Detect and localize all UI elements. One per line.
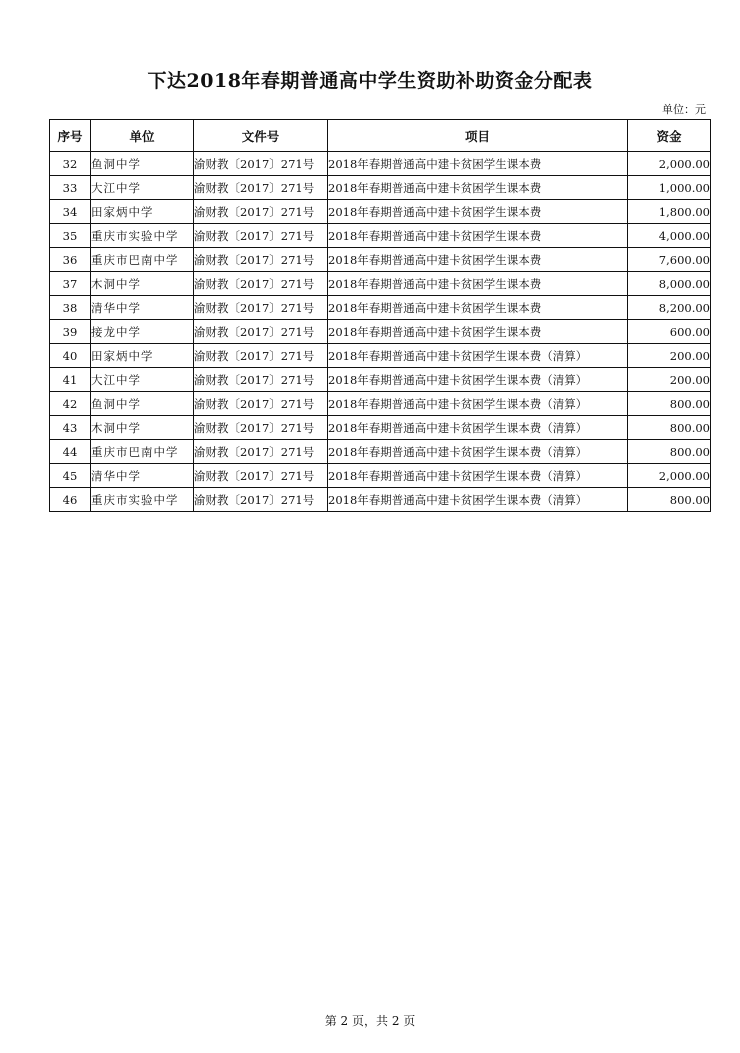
cell-no: 34: [50, 200, 91, 224]
cell-unit: 鱼洞中学: [91, 392, 194, 416]
cell-no: 44: [50, 440, 91, 464]
cell-no: 40: [50, 344, 91, 368]
cell-item: 2018年春期普通高中建卡贫困学生课本费: [328, 224, 628, 248]
cell-item: 2018年春期普通高中建卡贫困学生课本费: [328, 320, 628, 344]
cell-doc: 渝财教〔2017〕271号: [194, 152, 328, 176]
table-row: [50, 344, 711, 368]
cell-doc: 渝财教〔2017〕271号: [194, 440, 328, 464]
cell-unit: 重庆市巴南中学: [91, 248, 194, 272]
table-row: [50, 296, 711, 320]
cell-item: 2018年春期普通高中建卡贫困学生课本费（清算）: [328, 416, 628, 440]
unit-label: 单位：元: [662, 103, 706, 116]
cell-unit: 田家炳中学: [91, 200, 194, 224]
table-row: [50, 152, 711, 176]
cell-doc: 渝财教〔2017〕271号: [194, 320, 328, 344]
cell-amount: 800.00: [628, 440, 711, 464]
cell-no: 46: [50, 488, 91, 512]
table-row: [50, 248, 711, 272]
table-row: [50, 368, 711, 392]
cell-no: 41: [50, 368, 91, 392]
cell-unit: 清华中学: [91, 296, 194, 320]
cell-doc: 渝财教〔2017〕271号: [194, 272, 328, 296]
page-footer: 第 2 页，共 2 页: [324, 1014, 416, 1028]
cell-doc: 渝财教〔2017〕271号: [194, 392, 328, 416]
cell-no: 37: [50, 272, 91, 296]
table-row: [50, 320, 711, 344]
cell-amount: 800.00: [628, 392, 711, 416]
cell-unit: 木洞中学: [91, 272, 194, 296]
cell-no: 33: [50, 176, 91, 200]
cell-amount: 600.00: [628, 320, 711, 344]
table-row: [50, 440, 711, 464]
cell-item: 2018年春期普通高中建卡贫困学生课本费: [328, 272, 628, 296]
cell-item: 2018年春期普通高中建卡贫困学生课本费（清算）: [328, 344, 628, 368]
cell-item: 2018年春期普通高中建卡贫困学生课本费: [328, 152, 628, 176]
cell-unit: 接龙中学: [91, 320, 194, 344]
cell-amount: 800.00: [628, 416, 711, 440]
cell-doc: 渝财教〔2017〕271号: [194, 176, 328, 200]
table-body: [50, 152, 711, 512]
allocation-table: [49, 119, 711, 512]
cell-amount: 200.00: [628, 344, 711, 368]
header-amount: 资金: [628, 120, 711, 152]
cell-unit: 木洞中学: [91, 416, 194, 440]
table-row: [50, 224, 711, 248]
header-no: 序号: [50, 120, 91, 152]
cell-item: 2018年春期普通高中建卡贫困学生课本费: [328, 176, 628, 200]
cell-unit: 重庆市巴南中学: [91, 440, 194, 464]
cell-amount: 8,200.00: [628, 296, 711, 320]
table-row: [50, 464, 711, 488]
table-row: [50, 200, 711, 224]
cell-doc: 渝财教〔2017〕271号: [194, 416, 328, 440]
table-row: [50, 392, 711, 416]
cell-no: 42: [50, 392, 91, 416]
cell-no: 45: [50, 464, 91, 488]
cell-item: 2018年春期普通高中建卡贫困学生课本费（清算）: [328, 440, 628, 464]
cell-unit: 重庆市实验中学: [91, 224, 194, 248]
cell-doc: 渝财教〔2017〕271号: [194, 488, 328, 512]
cell-amount: 1,800.00: [628, 200, 711, 224]
cell-item: 2018年春期普通高中建卡贫困学生课本费: [328, 200, 628, 224]
header-item: 项目: [328, 120, 628, 152]
cell-amount: 2,000.00: [628, 152, 711, 176]
cell-amount: 8,000.00: [628, 272, 711, 296]
cell-unit: 重庆市实验中学: [91, 488, 194, 512]
cell-doc: 渝财教〔2017〕271号: [194, 344, 328, 368]
cell-no: 32: [50, 152, 91, 176]
document-title: 下达2018年春期普通高中学生资助补助资金分配表: [147, 70, 593, 92]
table-row: [50, 176, 711, 200]
table-row: [50, 272, 711, 296]
cell-item: 2018年春期普通高中建卡贫困学生课本费: [328, 296, 628, 320]
cell-no: 39: [50, 320, 91, 344]
cell-amount: 200.00: [628, 368, 711, 392]
cell-doc: 渝财教〔2017〕271号: [194, 248, 328, 272]
cell-no: 43: [50, 416, 91, 440]
cell-item: 2018年春期普通高中建卡贫困学生课本费（清算）: [328, 464, 628, 488]
table-header-row: [50, 120, 711, 152]
cell-unit: 大江中学: [91, 176, 194, 200]
cell-doc: 渝财教〔2017〕271号: [194, 464, 328, 488]
cell-doc: 渝财教〔2017〕271号: [194, 224, 328, 248]
cell-no: 36: [50, 248, 91, 272]
cell-no: 38: [50, 296, 91, 320]
cell-unit: 鱼洞中学: [91, 152, 194, 176]
cell-unit: 田家炳中学: [91, 344, 194, 368]
cell-no: 35: [50, 224, 91, 248]
table-row: [50, 416, 711, 440]
header-doc: 文件号: [194, 120, 328, 152]
cell-item: 2018年春期普通高中建卡贫困学生课本费: [328, 248, 628, 272]
cell-doc: 渝财教〔2017〕271号: [194, 368, 328, 392]
table-row: [50, 488, 711, 512]
cell-item: 2018年春期普通高中建卡贫困学生课本费（清算）: [328, 488, 628, 512]
cell-doc: 渝财教〔2017〕271号: [194, 296, 328, 320]
header-unit: 单位: [91, 120, 194, 152]
cell-unit: 大江中学: [91, 368, 194, 392]
cell-unit: 清华中学: [91, 464, 194, 488]
cell-item: 2018年春期普通高中建卡贫困学生课本费（清算）: [328, 368, 628, 392]
cell-amount: 7,600.00: [628, 248, 711, 272]
cell-item: 2018年春期普通高中建卡贫困学生课本费（清算）: [328, 392, 628, 416]
cell-amount: 4,000.00: [628, 224, 711, 248]
cell-amount: 2,000.00: [628, 464, 711, 488]
cell-amount: 800.00: [628, 488, 711, 512]
cell-amount: 1,000.00: [628, 176, 711, 200]
cell-doc: 渝财教〔2017〕271号: [194, 200, 328, 224]
